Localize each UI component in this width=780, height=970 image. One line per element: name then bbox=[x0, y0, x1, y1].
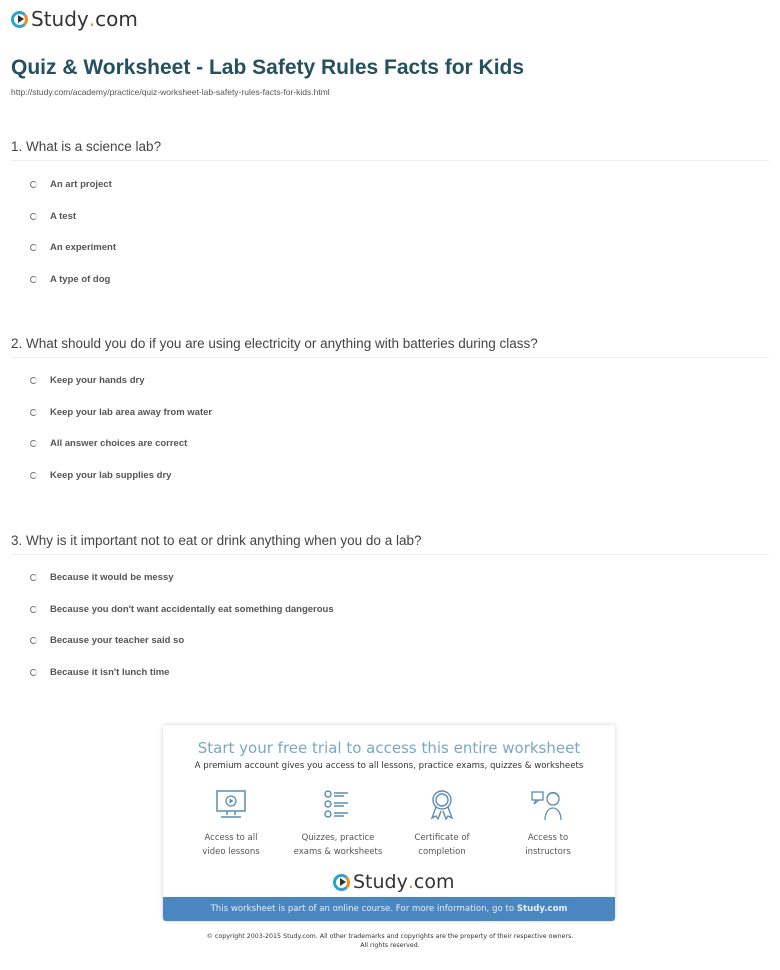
feature-label: exams & worksheets bbox=[293, 847, 383, 857]
question-text: 3. Why is it important not to eat or drink anything when you do a lab? bbox=[11, 533, 769, 555]
answer-label: Because you don't want accidentally eat something dangerous bbox=[50, 603, 334, 615]
question-2 bbox=[11, 336, 769, 358]
copyright-line: All rights reserved. bbox=[360, 942, 420, 949]
radio-icon[interactable] bbox=[30, 244, 37, 251]
promo-info-bar bbox=[163, 897, 615, 921]
answer-option[interactable] bbox=[30, 179, 112, 190]
question-1 bbox=[11, 139, 769, 161]
feature-label: completion bbox=[418, 847, 466, 857]
answer-label: A type of dog bbox=[50, 273, 111, 285]
promo-subtitle: A premium account gives you access to all lessons, practice exams, quizzes & worksheets bbox=[194, 761, 584, 771]
radio-icon[interactable] bbox=[30, 606, 37, 613]
study-link[interactable]: Study.com bbox=[516, 904, 568, 914]
radio-icon[interactable] bbox=[30, 409, 37, 416]
answer-label: Because it isn't lunch time bbox=[50, 666, 170, 678]
question-text: 1. What is a science lab? bbox=[11, 139, 769, 161]
play-logo-icon bbox=[11, 11, 28, 28]
answer-label: Because your teacher said so bbox=[50, 635, 185, 646]
feature-label: Certificate of bbox=[414, 833, 470, 843]
question-text: 2. What should you do if you are using electricity or anything with batteries during class? bbox=[11, 336, 769, 358]
answer-label: Keep your lab supplies dry bbox=[50, 469, 172, 481]
instructor-chat-icon bbox=[531, 789, 565, 821]
answer-option[interactable] bbox=[30, 274, 110, 285]
answer-option[interactable] bbox=[30, 604, 334, 615]
page-url[interactable]: http://study.com/academy/practice/quiz-worksheet-lab-safety-rules-facts-for-kids.html bbox=[11, 87, 330, 97]
feature-label: instructors bbox=[525, 847, 571, 857]
feature-quizzes bbox=[283, 789, 393, 859]
answer-option[interactable] bbox=[30, 470, 171, 481]
radio-icon[interactable] bbox=[30, 472, 37, 479]
answer-option[interactable] bbox=[30, 375, 145, 386]
radio-icon[interactable] bbox=[30, 377, 37, 384]
answer-option[interactable] bbox=[30, 667, 169, 678]
study-logo[interactable]: Study . com bbox=[11, 7, 138, 31]
copyright bbox=[0, 932, 780, 950]
radio-icon[interactable] bbox=[30, 181, 37, 188]
feature-video bbox=[176, 789, 286, 859]
radio-icon[interactable] bbox=[30, 440, 37, 447]
video-monitor-icon bbox=[214, 789, 248, 821]
answer-label: An experiment bbox=[50, 242, 116, 253]
play-logo-icon bbox=[333, 874, 350, 891]
radio-icon[interactable] bbox=[30, 276, 37, 283]
certificate-ribbon-icon bbox=[425, 789, 459, 821]
feature-certificate bbox=[387, 789, 497, 859]
answer-option[interactable] bbox=[30, 572, 174, 583]
list-icon bbox=[321, 789, 355, 821]
answer-option[interactable] bbox=[30, 211, 76, 222]
answer-label: Keep your hands dry bbox=[50, 375, 145, 386]
radio-icon[interactable] bbox=[30, 213, 37, 220]
promo-study-logo[interactable]: Study . com bbox=[333, 871, 455, 893]
answer-label: An art project bbox=[50, 179, 112, 190]
feature-label: Quizzes, practice bbox=[301, 833, 375, 843]
answer-option[interactable] bbox=[30, 242, 116, 253]
answer-label: All answer choices are correct bbox=[50, 438, 188, 449]
promo-card bbox=[163, 725, 615, 921]
feature-label: video lessons bbox=[202, 847, 260, 857]
answer-label: A test bbox=[50, 210, 77, 222]
copyright-line: © copyright 2003-2015 Study.com. All other trademarks and copyrights are the property of their respective owners. bbox=[206, 933, 574, 940]
feature-label: Access to all bbox=[204, 833, 258, 843]
answer-option[interactable] bbox=[30, 438, 187, 449]
radio-icon[interactable] bbox=[30, 637, 37, 644]
question-3 bbox=[11, 533, 769, 555]
answer-label: Because it would be messy bbox=[50, 572, 174, 583]
answer-option[interactable] bbox=[30, 635, 184, 646]
radio-icon[interactable] bbox=[30, 669, 37, 676]
promo-bar-text: This worksheet is part of an online course. For more information, go to bbox=[210, 904, 515, 914]
feature-instructors bbox=[493, 789, 603, 859]
radio-icon[interactable] bbox=[30, 574, 37, 581]
promo-title: Start your free trial to access this entire worksheet bbox=[197, 739, 581, 757]
answer-option[interactable] bbox=[30, 407, 212, 418]
answer-label: Keep your lab area away from water bbox=[50, 406, 213, 418]
feature-label: Access to bbox=[527, 833, 569, 843]
page-title: Quiz & Worksheet - Lab Safety Rules Facts for Kids bbox=[11, 56, 525, 79]
